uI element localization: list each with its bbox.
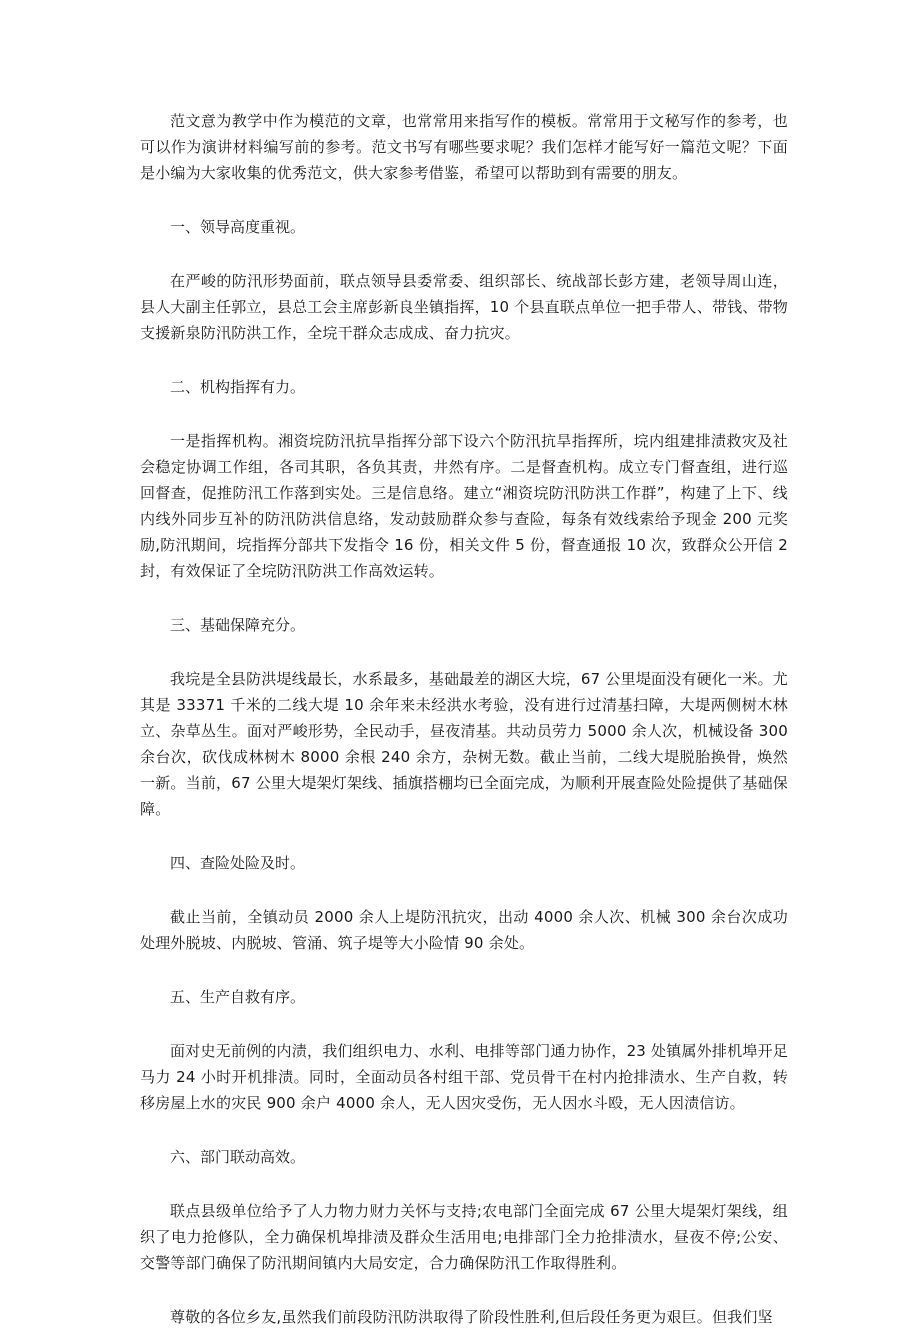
section-body-4: 截止当前，全镇动员 2000 余人上堤防汛抗灾，出动 4000 余人次、机械 300 余台次成功处理外脱坡、内脱坡、管涌、筑子堤等大小险情 90 余处。 [140,908,788,952]
section-heading-6: 六、部门联动高效。 [170,1148,306,1166]
section-body-1: 在严峻的防汛形势面前，联点领导县委常委、组织部长、统战部长彭方建，老领导周山连，县人大副主任郭立，县总工会主席彭新良坐镇指挥，10 个县直联点单位一把手带人、带钱、带物支援新泉防汛防洪工作，全垸干群众志成成、奋力抗灾。 [140,272,788,342]
section-body-3: 我垸是全县防洪堤线最长，水系最多，基础最差的湖区大垸，67 公里堤面没有硬化一米。尤其是 33371 千米的二线大堤 10 余年来未经洪水考验，没有进行过清基扫障，大堤两侧树木林立、杂草丛生。面对严峻形势，全民动手，昼夜清基。共动员劳力 5000 余人次，机械设备 300 余台次，砍伐成林树木 8000 余根 240 余方，杂树无数。截止当前，二线大堤脱胎换骨，焕然一新。当前，67 公里大堤架灯架线、插旗搭棚均已全面完成，为顺利开展查险处险提供了基础保障。 [140,670,788,818]
section-heading-4: 四、查险处险及时。 [170,854,306,872]
document-page [140,108,788,1330]
section-heading-5: 五、生产自救有序。 [170,988,306,1006]
intro-paragraph: 范文意为教学中作为模范的文章，也常常用来指写作的模板。常常用于文秘写作的参考，也可以作为演讲材料编写前的参考。范文书写有哪些要求呢？我们怎样才能写好一篇范文呢？下面是小编为大家收集的优秀范文，供大家参考借鉴，希望可以帮助到有需要的朋友。 [140,112,788,182]
section-body-5: 面对史无前例的内渍，我们组织电力、水利、电排等部门通力协作，23 处镇属外排机埠开足马力 24 小时开机排渍。同时，全面动员各村组干部、党员骨干在村内抢排渍水、生产自救，转移房屋上水的灾民 900 余户 4000 余人，无人因灾受伤，无人因水斗殴，无人因渍信访。 [140,1042,788,1112]
section-heading-1: 一、领导高度重视。 [170,218,306,236]
section-heading-2: 二、机构指挥有力。 [170,378,306,396]
closing-paragraph: 尊敬的各位乡友,虽然我们前段防汛防洪取得了阶段性胜利,但后段任务更为艰巨。但我们坚 [170,1308,773,1326]
section-body-2: 一是指挥机构。湘资垸防汛抗旱指挥分部下设六个防汛抗旱指挥所，垸内组建排渍救灾及社会稳定协调工作组，各司其职，各负其责，井然有序。二是督查机构。成立专门督查组，进行巡回督查，促推防汛工作落到实处。三是信息络。建立“湘资垸防汛防洪工作群”，构建了上下、线内线外同步互补的防汛防洪信息络，发动鼓励群众参与查险，每条有效线索给予现金 200 元奖励,防汛期间，垸指挥分部共下发指令 16 份，相关文件 5 份，督查通报 10 次，致群众公开信 2 封，有效保证了全垸防汛防洪工作高效运转。 [140,432,788,580]
section-body-6: 联点县级单位给予了人力物力财力关怀与支持;农电部门全面完成 67 公里大堤架灯架线，组织了电力抢修队，全力确保机埠排渍及群众生活用电;电排部门全力抢排渍水，昼夜不停;公安、交警等部门确保了防汛期间镇内大局安定，合力确保防汛工作取得胜利。 [140,1202,788,1272]
section-heading-3: 三、基础保障充分。 [170,616,306,634]
